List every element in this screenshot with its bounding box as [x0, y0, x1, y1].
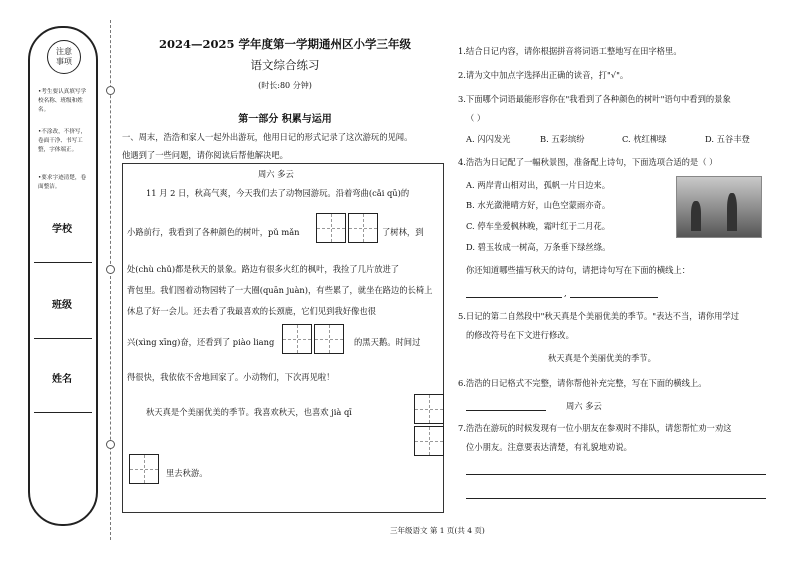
diary-line: 休息了好一会儿。还去看了我最喜欢的长颈鹿，它们见到我好像也很: [127, 306, 376, 316]
q3-option-d[interactable]: D. 五谷丰登: [705, 134, 750, 144]
answer-line[interactable]: [570, 297, 658, 298]
diary-line: 兴(xìng xīng)奋，还看到了 piào liang: [127, 337, 275, 347]
diary-line: 秋天真是个美丽优美的季节。我喜欢秋天，也喜欢 jià qī: [146, 407, 352, 417]
binding-hole: [106, 86, 115, 95]
page-footer: 三年级语文 第 1 页(共 4 页): [390, 526, 485, 535]
notice-badge-line: 注意: [56, 47, 72, 56]
notice-badge-line: 事项: [56, 57, 72, 66]
answer-line[interactable]: [466, 297, 562, 298]
q4-extension: 你还知道哪些描写秋天的诗句，请把诗句写在下面的横线上：: [466, 265, 691, 275]
diary-line: 处(chù chǔ)都是秋天的景象。路边有很多火红的枫叶，我捡了几片放进了: [127, 264, 400, 274]
answer-line[interactable]: [466, 498, 766, 499]
intro-line: 一、周末，浩浩和家人一起外出游玩，他用日记的形式记录了这次游玩的见闻。: [122, 132, 413, 142]
tianzige-box[interactable]: [414, 426, 444, 456]
autumn-picture: [676, 176, 762, 238]
notice-2: •不涂改，不挤写，卷面干净、书写工整，字体端正。: [38, 129, 87, 153]
diary-line: 小路前行，我看到了各种颜色的树叶，pǔ mǎn: [127, 227, 300, 237]
binding-hole: [106, 265, 115, 274]
q4-option-b[interactable]: B. 水光潋滟晴方好，山色空蒙雨亦奇。: [466, 200, 611, 210]
question-5: 5.日记的第二自然段中"秋天真是个美丽优美的季节。"表达不当，请你用学过: [458, 311, 740, 321]
name-label: 姓名: [52, 374, 72, 385]
comma: ,: [564, 288, 567, 298]
answer-paren[interactable]: （ ）: [466, 113, 486, 123]
question-1: 1.结合日记内容，请你根据拼音将词语工整地写在田字格里。: [458, 46, 682, 56]
q3-option-c[interactable]: C. 枕红柳绿: [622, 134, 667, 144]
school-line[interactable]: [34, 262, 92, 263]
school-label: 学校: [52, 224, 72, 235]
name-line[interactable]: [34, 412, 92, 413]
class-line[interactable]: [34, 338, 92, 339]
diary-line: 里去秋游。: [166, 468, 208, 478]
answer-line[interactable]: [466, 410, 546, 411]
tianzige-box[interactable]: [129, 454, 159, 484]
question-3: 3.下面哪个词语最能形容你在"我看到了各种颜色的树叶"语句中看到的景象: [458, 94, 731, 104]
tree-shape: [691, 201, 701, 231]
question-5-cont: 的修改符号在下文进行修改。: [466, 330, 574, 340]
part-heading: 第一部分 积累与运用: [238, 114, 332, 125]
notice-3: •要求字迹清楚，卷面整洁。: [38, 175, 87, 190]
intro-line: 他遇到了一些问题，请你阅读后帮他解决吧。: [122, 150, 288, 160]
q3-option-a[interactable]: A. 闪闪发光: [466, 134, 511, 144]
cut-line: [110, 20, 111, 540]
tianzige-box[interactable]: [414, 394, 444, 424]
notice-1: •考生要认真填写学校名称、班级和姓名。: [38, 89, 87, 113]
answer-line[interactable]: [466, 474, 766, 475]
tianzige-box[interactable]: [314, 324, 344, 354]
class-label: 班级: [52, 300, 72, 311]
tianzige-box[interactable]: [282, 324, 312, 354]
q4-option-a[interactable]: A. 两岸青山相对出，孤帆一片日边来。: [466, 180, 611, 190]
exam-duration: (时长:80 分钟): [258, 81, 312, 90]
diary-line: 背包里。我们图着动物园转了一大圈(quān juàn)，有些累了，就坐在路边的长椅上: [127, 285, 433, 295]
q3-option-b[interactable]: B. 五彩缤纷: [540, 134, 585, 144]
notice-badge: [47, 40, 81, 74]
question-7-cont: 位小朋友。注意要表达清楚，有礼貌地劝说。: [466, 442, 632, 452]
exam-subtitle: 语文综合练习: [250, 58, 320, 72]
question-6: 6.浩浩的日记格式不完整，请你帮他补充完整，写在下面的横线上。: [458, 378, 707, 388]
question-2: 2.请为文中加点字选择出正确的读音，打"√"。: [458, 70, 629, 80]
tianzige-box[interactable]: [348, 213, 378, 243]
question-7: 7.浩浩在游玩的时候发现有一位小朋友在参观时不排队，请您帮忙劝一劝这: [458, 423, 732, 433]
diary-line: 了树林，到: [382, 227, 424, 237]
binding-hole: [106, 440, 115, 449]
exam-title: 2024—2025 学年度第一学期通州区小学三年级: [158, 37, 411, 51]
tree-shape: [727, 193, 737, 231]
q6-weather: 周六 多云: [566, 401, 602, 411]
q4-option-c[interactable]: C. 停车坐爱枫林晚，霜叶红于二月花。: [466, 221, 611, 231]
diary-line: 得很快，我依依不舍地回家了。小动物们，下次再见啦！: [127, 372, 335, 382]
tianzige-box[interactable]: [316, 213, 346, 243]
diary-heading: 周六 多云: [258, 169, 294, 179]
diary-line: 11 月 2 日，秋高气爽，今天我们去了动物园游玩。沿着弯曲(cǎi qū)的: [146, 188, 410, 198]
question-4: 4.浩浩为日记配了一幅秋景图，准备配上诗句，下面选项合适的是（ ）: [458, 157, 718, 167]
q5-sentence: 秋天真是个美丽优美的季节。: [548, 353, 656, 363]
diary-line: 的黑天鹅。时间过: [354, 337, 421, 347]
q4-option-d[interactable]: D. 碧玉妆成一树高，万条垂下绿丝绦。: [466, 242, 611, 252]
